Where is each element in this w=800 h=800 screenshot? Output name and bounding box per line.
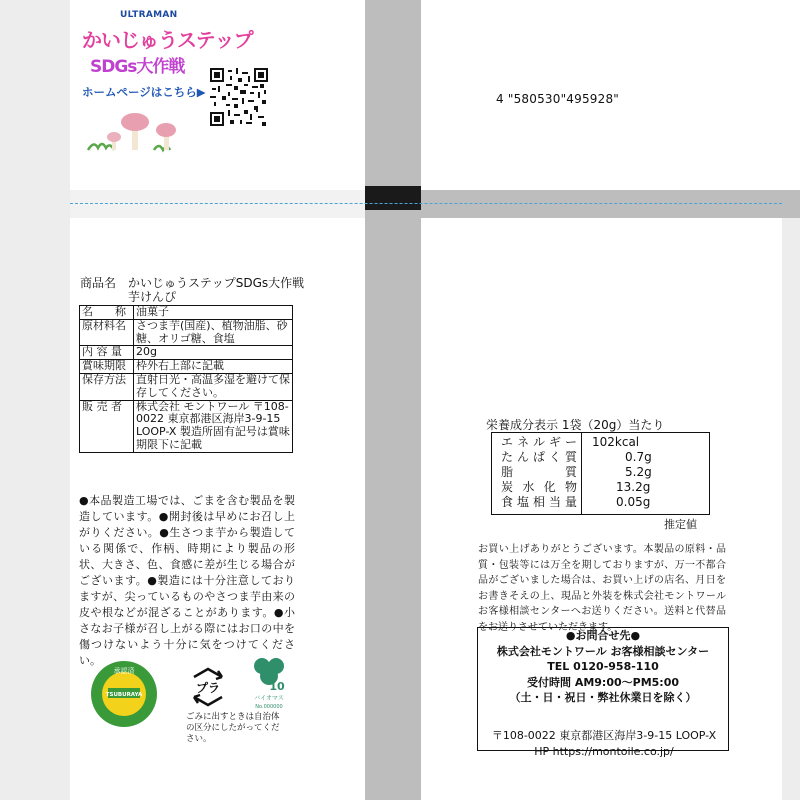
plastic-recycle-icon [186, 665, 230, 709]
left-edge-strip [0, 0, 70, 800]
product-name-value-2: 芋けんぴ [128, 290, 177, 304]
biomass-mark-icon [247, 654, 291, 710]
biomass-percent: 10 [269, 680, 285, 693]
product-name-label: 商品名 [80, 276, 117, 290]
nutrient-name: 脂 質 [501, 465, 577, 479]
contact-address: 〒108-0022 東京都港区海岸3-9-15 LOOP-X [491, 729, 717, 742]
qr-code-icon[interactable] [210, 68, 268, 126]
recycle-label: プラ [195, 681, 221, 695]
contact-days: （土・日・祝日・弊社休業日を除く） [509, 691, 697, 704]
table-row [492, 465, 709, 480]
product-spec-table [79, 305, 293, 453]
biomass-id: No.000000 [255, 704, 283, 710]
contact-center: 株式会社モントワール お客様相談センター [496, 644, 710, 658]
homepage-link[interactable]: ホームページはこちら▶ [82, 85, 206, 99]
nutrition-table [491, 432, 710, 515]
nutrition-title: 栄養成分表示 1袋（20g）当たり [486, 418, 665, 432]
contact-hp[interactable]: HP https://montoile.co.jp/ [534, 744, 674, 758]
brand-name: ULTRAMAN [120, 10, 178, 20]
table-row [80, 373, 293, 400]
spec-key: 賞味期限 [80, 360, 134, 374]
tsuburaya-approval-icon [90, 660, 158, 728]
table-row [492, 480, 709, 495]
mushroom-illustration [84, 104, 194, 156]
nutrient-value: 0.7g [625, 450, 652, 464]
logo-subtitle: SDGs大作戦 [90, 57, 185, 77]
product-name-value: かいじゅうステップSDGs大作戦 [128, 276, 305, 290]
seal-band-left [70, 190, 365, 218]
nutrient-value: 102kcal [592, 435, 640, 449]
table-row [80, 360, 293, 374]
contact-tel: TEL 0120-958-110 [547, 660, 659, 673]
product-name [80, 276, 304, 304]
seal-marker [365, 186, 421, 210]
nutrient-name: エネルギー [501, 435, 577, 449]
table-row [80, 319, 293, 346]
nutrient-value: 0.05g [616, 495, 651, 509]
spec-key: 名 称 [80, 306, 134, 320]
contact-heading: ●お問合せ先● [565, 629, 641, 642]
recycle-note: ごみに出すときは自治体の区分にしたがってください。 [186, 712, 280, 744]
spec-key: 販 売 者 [80, 400, 134, 452]
logo-title: かいじゅうステップ [82, 28, 253, 52]
nutrient-name: たんぱく質 [501, 450, 577, 464]
thanks-message: お買い上げありがとうございます。本製品の原料・品質・包装等には万全を期しておりますが、万一不都合品がございました場合は、お買い上げの店名、月日をお書きそえの上、現品と外装を株式会社モントワールお客様相談センターへお送りください。送料と代替品をお送りさせていただきます。 [478, 544, 726, 633]
table-row [80, 346, 293, 360]
table-row [492, 450, 709, 465]
spec-key: 内 容 量 [80, 346, 134, 360]
spec-key: 保存方法 [80, 373, 134, 400]
tsuburaya-top-text: 承認済 [113, 667, 135, 675]
spec-key: 原材料名 [80, 319, 134, 346]
spec-value: さつま芋(国産)、植物油脂、砂糖、オリゴ糖、食塩 [134, 319, 293, 346]
spec-value: 株式会社 モントワール 〒108-0022 東京都港区海岸3-9-15 LOOP-X 製造所固有記号は賞味期限下に記載 [134, 400, 293, 452]
nutrient-value: 13.2g [616, 480, 651, 494]
table-row [492, 495, 709, 510]
barcode-number: 4 "580530"495928" [496, 92, 620, 106]
caution-notice: ●本品製造工場では、ごまを含む製品を製造しています。●開封後は早めにお召し上がりください。●生さつま芋から製造している関係で、作柄、時期により製品の形状、大きさ、色、食感に差が生じる場合がございます。●製造には十分注意しておりますが、尖っているものやさつま芋由来の皮や根などが混ざることがあります。●小さなお子様が召し上がる際にはお口の中を傷つけないよう十分に気をつけてください。 [79, 494, 295, 667]
nutrient-name: 炭水化物 [501, 480, 577, 494]
spec-value: 油菓子 [134, 306, 293, 320]
contact-footer [482, 728, 726, 759]
contact-hours: 受付時間 AM9:00〜PM5:00 [526, 675, 680, 689]
nutrient-value: 5.2g [625, 465, 652, 479]
table-row [80, 400, 293, 452]
table-row [492, 435, 709, 450]
tsuburaya-name: TSUBURAYA [105, 692, 143, 698]
biomass-label: バイオマス [254, 695, 284, 702]
spec-value: 直射日光・高温多湿を避けて保存してください。 [134, 373, 293, 400]
table-row [80, 306, 293, 320]
spec-value: 枠外右上部に記載 [134, 360, 293, 374]
estimated-note: 推定値 [664, 518, 697, 531]
spec-value: 20g [134, 346, 293, 360]
nutrient-name: 食塩相当量 [501, 495, 577, 509]
side-gusset [365, 0, 421, 800]
tear-line [70, 203, 782, 204]
